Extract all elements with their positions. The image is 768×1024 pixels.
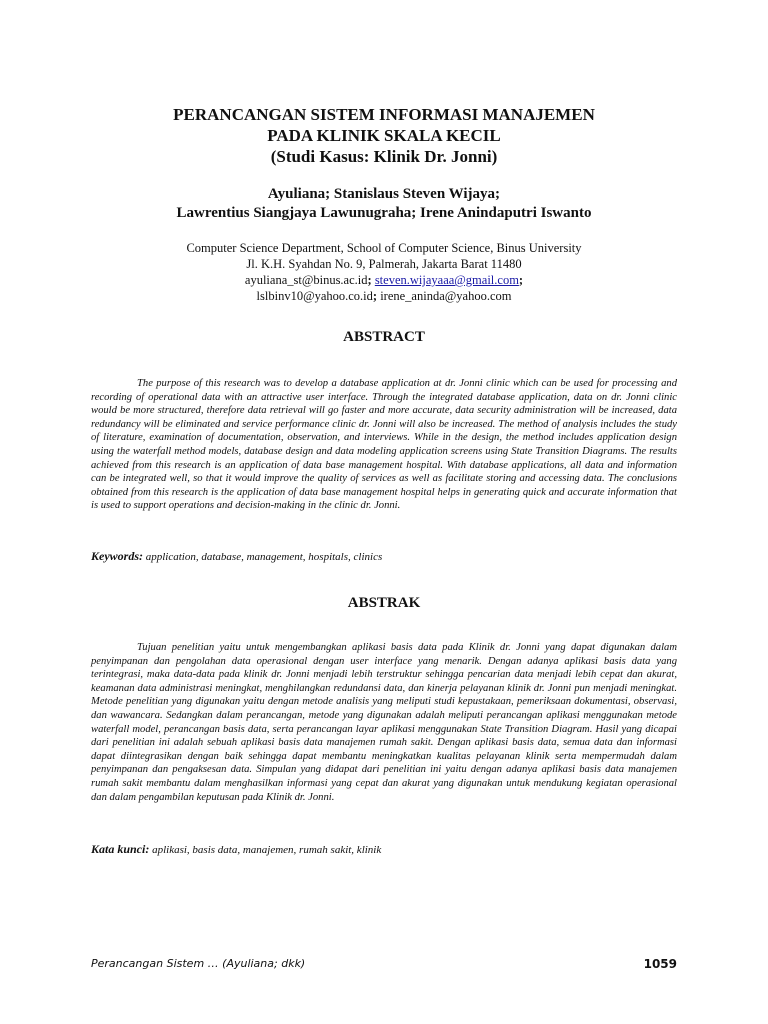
affiliation-block	[0, 240, 768, 304]
paper-title	[0, 104, 768, 167]
running-head: Perancangan Sistem … (Ayuliana; dkk)	[91, 957, 306, 970]
authors-line-1: Ayuliana; Stanislaus Steven Wijaya;	[267, 186, 501, 202]
title-line-3: (Studi Kasus: Klinik Dr. Jonni)	[270, 147, 498, 166]
department: Computer Science Department, School of Computer Science, Binus University	[186, 241, 582, 255]
abstrak-heading: ABSTRAK	[347, 595, 421, 611]
email-steven-link[interactable]: steven.wijayaaa@gmail.com	[374, 273, 519, 287]
abstrak-body	[91, 641, 677, 804]
keywords-label: Keywords:	[91, 549, 143, 563]
page-footer	[91, 957, 677, 970]
kata-kunci-value: aplikasi, basis data, manajemen, rumah sakit, klinik	[152, 844, 382, 856]
address: Jl. K.H. Syahdan No. 9, Palmerah, Jakarta Barat 11480	[246, 257, 522, 271]
author-list	[0, 185, 768, 223]
email-irene: irene_aninda@yahoo.com	[380, 289, 512, 303]
email-separator: ;	[518, 273, 524, 287]
abstrak-body-text: Tujuan penelitian yaitu untuk mengembangkan aplikasi basis data pada Klinik dr. Jonni yang dapat digunakan dalam penyimpanan dan pengolahan data operasional dengan user interface yang menarik. Dengan adanya aplikasi basis data yang terintegrasi, maka data-data pada klinik dr. Jonni menjadi lebih terstruktur sehingga pencarian data menjadi lebih cepat dan akurat, keamanan data administrasi meningkat, menghilangkan redundansi data, dan kinerja pelayanan klinik dr. Jonni pun menjadi meningkat. Metode penelitian yang digunakan yaitu dengan metode analisis yang meliputi studi kepustakaan, pemeriksaan dokumentasi, observasi, dan wawancara. Sedangkan dalam perancangan, metode yang digunakan adalah meliputi perancangan aplikasi menggunakan metode waterfall model, perancangan basis data, serta perancangan layar aplikasi menggunakan State Transition Diagram. Hasil yang dicapai dari penelitian ini adalah sebuah aplikasi basis data manajemen rumah sakit. Dengan aplikasi basis data, semua data dan informasi dapat diintegrasikan dengan baik sehingga dapat membantu meningkatkan kualitas pelayanan klinik serta mempermudah dalam penyimpanan dan pengaksesan data. Simpulan yang didapat dari penelitian ini yaitu dengan adanya aplikasi basis data manajemen rumah sakit membantu dalam menghasilkan informasi yang cepat dan akurat yang digunakan untuk mendukung kegiatan operasional dan dalam pengambilan keputusan pada Klinik dr. Jonni.	[91, 642, 677, 803]
keywords-value: application, database, management, hospitals, clinics	[145, 551, 383, 563]
keywords-line	[91, 549, 677, 564]
kata-kunci-line	[91, 842, 677, 857]
email-lslbinv10: lslbinv10@yahoo.co.id	[256, 289, 373, 303]
email-line-1	[0, 272, 768, 288]
title-line-1: PERANCANGAN SISTEM INFORMASI MANAJEMEN	[173, 105, 595, 124]
email-line-2	[0, 288, 768, 304]
kata-kunci-label: Kata kunci:	[91, 842, 150, 856]
abstract-heading: ABSTRACT	[343, 329, 425, 345]
email-separator: ;	[367, 273, 372, 287]
page-number: 1059	[643, 957, 677, 971]
title-line-2: PADA KLINIK SKALA KECIL	[267, 126, 501, 145]
authors-line-2: Lawrentius Siangjaya Lawunugraha; Irene Anindaputri Iswanto	[176, 205, 592, 221]
email-ayuliana: ayuliana_st@binus.ac.id	[244, 273, 368, 287]
abstract-body-text: The purpose of this research was to develop a database application at dr. Jonni clinic which can be used for processing and recording of operational data with an attractive user interface. Through the integrated database application, data on dr. Jonni clinic would be more structured, therefore data retrieval will go faster and more accurate, data security administration will be increased, data redundancy will be eliminated and service performance clinic dr. Jonni will also be increased. The method of analysis includes the study of literature, examination of documentation, observation, and interviews. While in the design, the method includes application design using the waterfall method models, database design and data modeling application screens using State Transition Diagrams. The results achieved from this research is an application of data base management hospital. With database applications, all data and information can be integrated well, so that it would improve the quality of services as well as facilitate storing and accessing data. The conclusions obtained from this research is the application of data base management hospital helps in generating quick and accurate information that is used to support operations and decision-making in the clinic dr. Jonni.	[91, 378, 677, 512]
email-separator: ;	[372, 289, 378, 303]
abstract-body	[91, 377, 677, 513]
